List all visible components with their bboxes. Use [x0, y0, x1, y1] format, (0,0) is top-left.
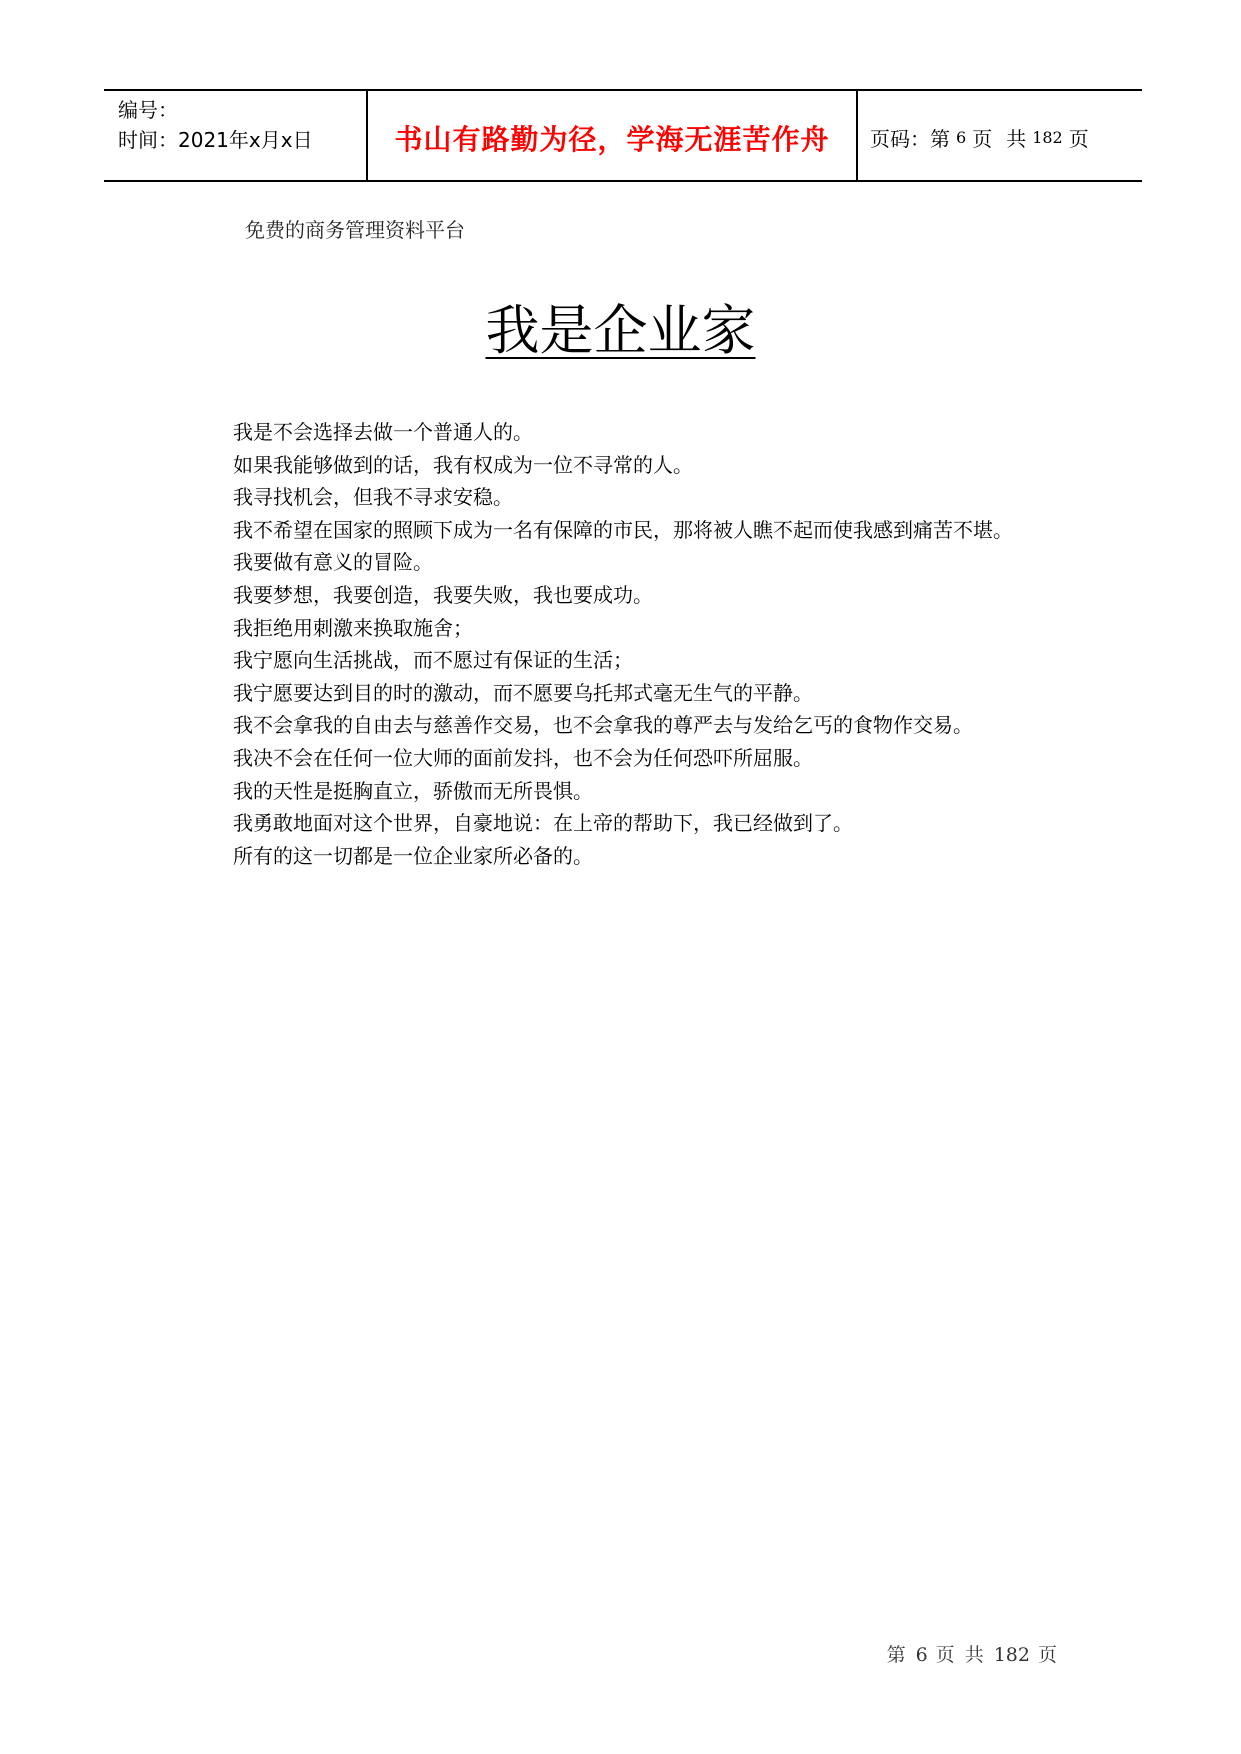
footer-total: 182 [993, 1644, 1030, 1666]
paragraph: 我不会拿我的自由去与慈善作交易，也不会拿我的尊严去与发给乞丐的食物作交易。 [233, 713, 973, 738]
paragraph: 我寻找机会，但我不寻求安稳。 [233, 485, 513, 510]
paragraph: 我拒绝用刺激来换取施舍； [233, 615, 473, 640]
header-page-info [858, 91, 1142, 180]
paragraph: 我宁愿要达到目的时的激动，而不愿要乌托邦式毫无生气的平静。 [233, 680, 813, 705]
page-total: 182 [1032, 128, 1063, 147]
page-current: 6 [956, 128, 967, 147]
body-paragraphs [233, 416, 1133, 872]
paragraph: 我宁愿向生活挑战，而不愿过有保证的生活； [233, 648, 633, 673]
document-title [0, 296, 1241, 366]
page-middle: 页 [972, 127, 993, 151]
document-title-text: 我是企业家 [485, 299, 756, 362]
paragraph: 我的天性是挺胸直立，骄傲而无所畏惧。 [233, 778, 593, 803]
paragraph: 如果我能够做到的话，我有权成为一位不寻常的人。 [233, 452, 693, 477]
page-suffix: 页 [1068, 127, 1089, 151]
document-number-label: 编号： [118, 98, 178, 122]
footer-current: 6 [915, 1644, 928, 1666]
page-footer [887, 1640, 1059, 1667]
page-prefix: 页码：第 [870, 127, 950, 151]
paragraph: 我勇敢地面对这个世界，自豪地说：在上帝的帮助下，我已经做到了。 [233, 811, 853, 836]
paragraph: 我要做有意义的冒险。 [233, 550, 433, 575]
paragraph: 我是不会选择去做一个普通人的。 [233, 420, 533, 444]
page-total-prefix: 共 [1006, 127, 1027, 151]
header-meta [104, 91, 368, 180]
header-motto: 书山有路勤为径，学海无涯苦作舟 [368, 91, 858, 180]
footer-prefix: 第 [886, 1644, 908, 1666]
paragraph: 我要梦想，我要创造，我要失败，我也要成功。 [233, 582, 653, 607]
paragraph: 所有的这一切都是一位企业家所必备的。 [233, 843, 593, 868]
footer-suffix: 页 [1037, 1644, 1059, 1666]
paragraph: 我决不会在任何一位大师的面前发抖，也不会为任何恐吓所屈服。 [233, 745, 813, 770]
footer-middle: 页 共 [935, 1644, 986, 1666]
paragraph: 我不希望在国家的照顾下成为一名有保障的市民，那将被人瞧不起而使我感到痛苦不堪。 [233, 517, 1013, 542]
site-name: 免费的商务管理资料平台 [245, 218, 465, 242]
document-time: 时间：2021年x月x日 [118, 128, 313, 152]
page-header [104, 89, 1142, 182]
